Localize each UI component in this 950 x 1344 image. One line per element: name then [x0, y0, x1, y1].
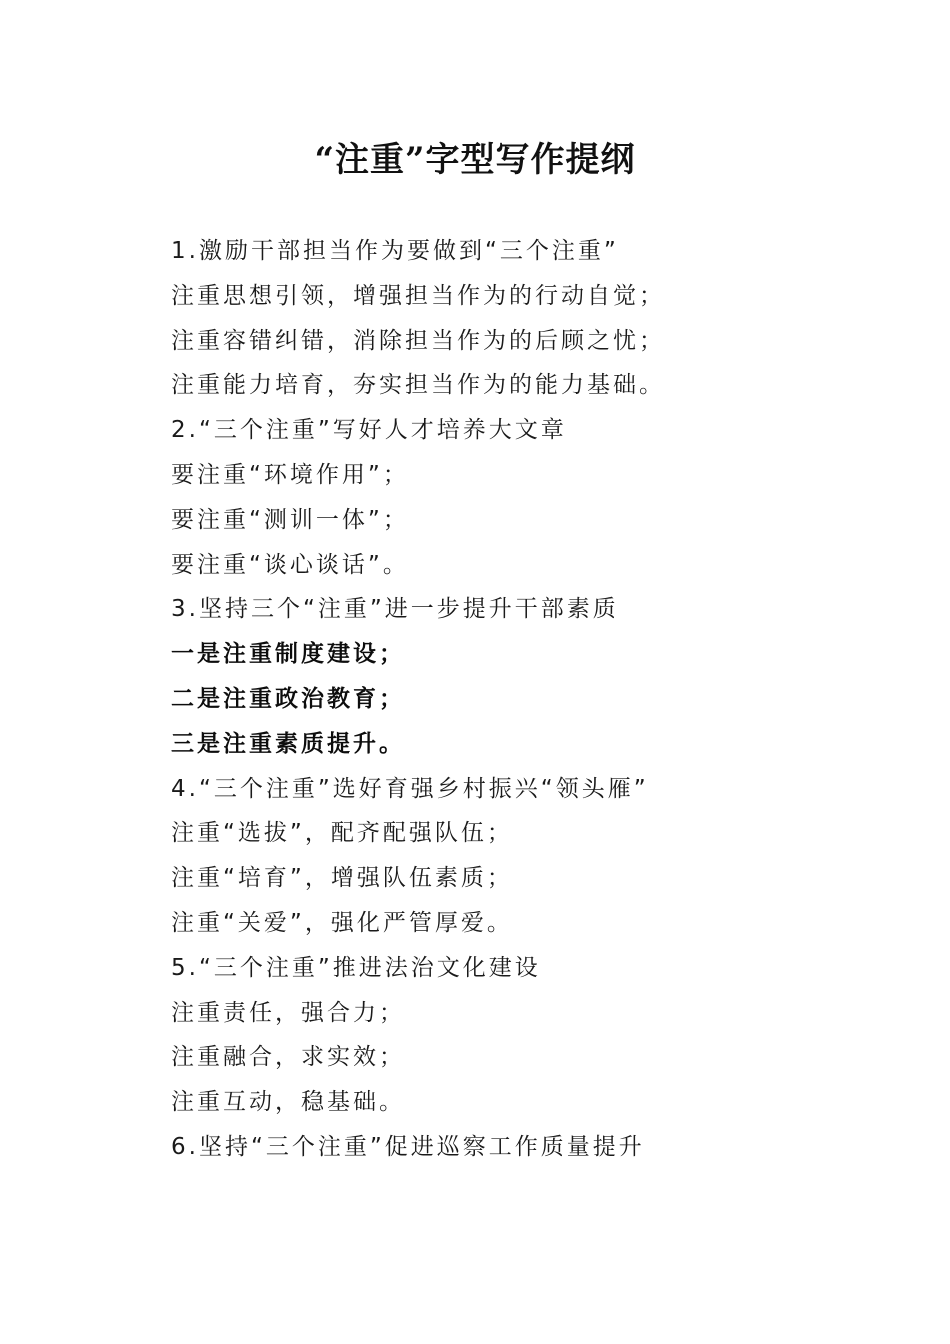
outline-item: 注重责任，强合力；: [171, 999, 405, 1026]
document-title: “注重”字型写作提纲: [314, 140, 636, 180]
outline-item: 注重“选拔”，配齐配强队伍；: [171, 820, 513, 847]
outline-item: 要注重“环境作用”；: [171, 461, 409, 488]
outline-item: 注重互动，稳基础。: [171, 1089, 405, 1116]
outline-item: 注重“培育”，增强队伍素质；: [171, 865, 513, 892]
section-heading-1: 1.激励干部担当作为要做到“三个注重”: [171, 238, 619, 264]
outline-item: 注重思想引领，增强担当作为的行动自觉；: [171, 282, 665, 309]
outline-item: 注重融合，求实效；: [171, 1044, 405, 1071]
outline-item: 要注重“谈心谈话”。: [171, 551, 409, 578]
outline-list: [171, 229, 871, 1170]
outline-item: 注重能力培育，夯实担当作为的能力基础。: [171, 372, 665, 399]
outline-item: 注重容错纠错，消除担当作为的后顾之忧；: [171, 327, 665, 354]
outline-item: 要注重“测训一体”；: [171, 506, 409, 533]
section-heading-4: 4.“三个注重”选好育强乡村振兴“领头雁”: [171, 775, 649, 802]
outline-item: 一是注重制度建设；: [171, 641, 405, 668]
section-heading-2: 2.“三个注重”写好人才培养大文章: [171, 417, 567, 444]
section-heading-3: 3.坚持三个“注重”进一步提升干部素质: [171, 596, 619, 623]
outline-item: 二是注重政治教育；: [171, 685, 405, 712]
section-heading-5: 5.“三个注重”推进法治文化建设: [171, 954, 541, 981]
section-heading-6: 6.坚持“三个注重”促进巡察工作质量提升: [171, 1133, 645, 1160]
outline-item: 三是注重素质提升。: [171, 730, 405, 757]
outline-item: 注重“关爱”，强化严管厚爱。: [171, 909, 513, 936]
